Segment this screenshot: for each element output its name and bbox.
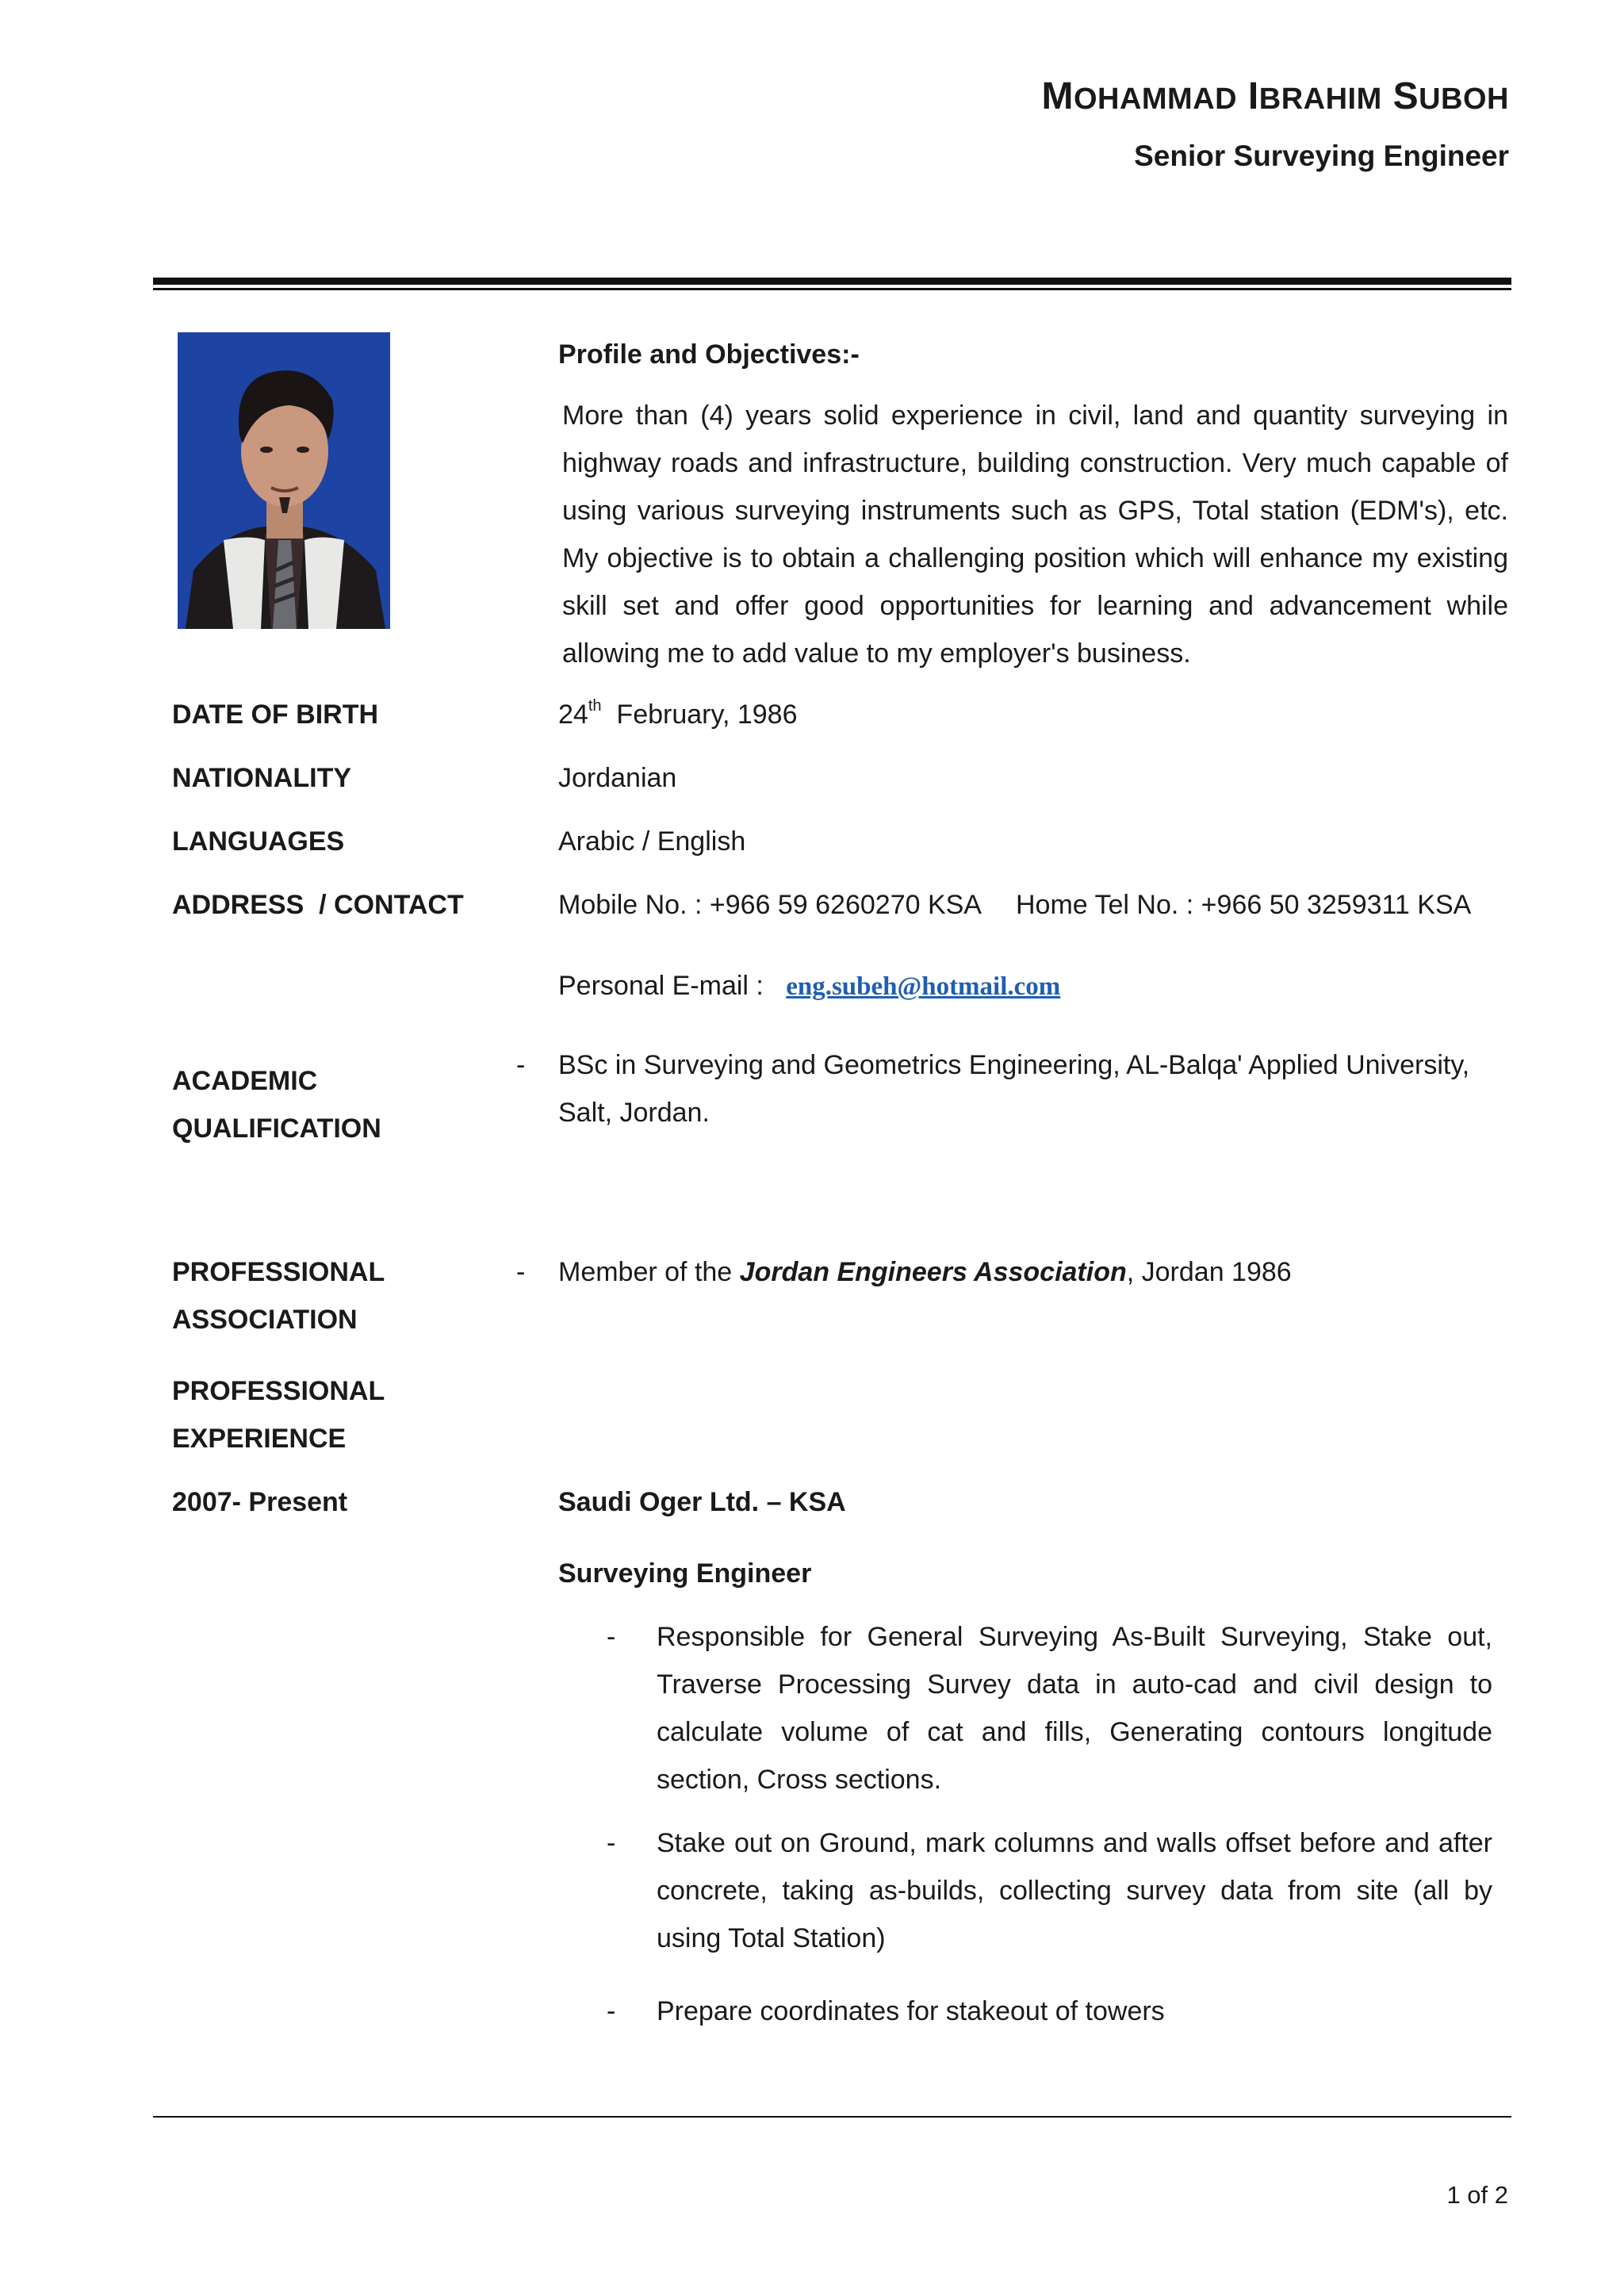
experience-label-line1: PROFESSIONAL bbox=[172, 1376, 385, 1406]
academic-label-line1: ACADEMIC bbox=[172, 1066, 318, 1096]
experience-bullet-dash: - bbox=[607, 1996, 616, 2026]
candidate-name bbox=[1041, 75, 1509, 118]
experience-bullet-dash: - bbox=[607, 1622, 616, 1652]
header-divider-thin bbox=[153, 288, 1511, 290]
address-label: ADDRESS / CONTACT bbox=[172, 890, 464, 920]
association-label-line1: PROFESSIONAL bbox=[172, 1257, 385, 1287]
header-divider-thick bbox=[153, 278, 1511, 285]
experience-role: Surveying Engineer bbox=[558, 1558, 812, 1589]
academic-bullet: - bbox=[516, 1050, 526, 1080]
dob-day: 24 bbox=[558, 700, 588, 730]
name-initial: M bbox=[1041, 75, 1074, 117]
name-part: OHAMMAD bbox=[1073, 82, 1238, 116]
association-label-line2: ASSOCIATION bbox=[172, 1305, 358, 1335]
profile-heading: Profile and Objectives:- bbox=[558, 339, 860, 370]
dob-label: DATE OF BIRTH bbox=[172, 700, 379, 730]
email-label: Personal E-mail : bbox=[558, 971, 764, 1001]
association-prefix: Member of the bbox=[558, 1257, 740, 1287]
mobile-value: Mobile No. : +966 59 6260270 KSA bbox=[558, 890, 982, 920]
page-number: 1 of 2 bbox=[1446, 2181, 1508, 2209]
nationality-label: NATIONALITY bbox=[172, 763, 352, 793]
footer-divider bbox=[153, 2116, 1511, 2118]
email-row bbox=[558, 962, 1060, 1010]
dob-rest: February, 1986 bbox=[616, 700, 798, 730]
experience-label-line2: EXPERIENCE bbox=[172, 1424, 347, 1454]
home-tel-value: Home Tel No. : +966 50 3259311 KSA bbox=[1016, 890, 1472, 920]
experience-bullet: Responsible for General Surveying As-Built Surveying, Stake out, Traverse Processing Survey data in auto-cad and civil design to calculate volume of cat and fills, Generating contours longitude section, Cross sections. bbox=[657, 1622, 1492, 1795]
languages-value: Arabic / English bbox=[558, 826, 746, 857]
email-link[interactable]: eng.subeh@hotmail.com bbox=[786, 972, 1061, 1001]
job-title: Senior Surveying Engineer bbox=[1134, 140, 1509, 172]
languages-label: LANGUAGES bbox=[172, 826, 345, 857]
association-bullet: - bbox=[516, 1257, 526, 1287]
experience-period: 2007- Present bbox=[172, 1487, 348, 1517]
academic-label-line2: QUALIFICATION bbox=[172, 1114, 381, 1144]
name-part: UBOH bbox=[1419, 82, 1509, 116]
profile-photo bbox=[178, 332, 390, 629]
name-initial: I bbox=[1247, 75, 1259, 117]
academic-text: BSc in Surveying and Geometrics Engineering, AL-Balqa' Applied University, Salt, Jordan. bbox=[558, 1050, 1470, 1128]
nationality-value: Jordanian bbox=[558, 763, 677, 793]
name-initial: S bbox=[1392, 75, 1419, 117]
experience-company: Saudi Oger Ltd. – KSA bbox=[558, 1487, 846, 1517]
experience-bullet: Prepare coordinates for stakeout of towers bbox=[657, 1996, 1165, 2026]
dob-suffix: th bbox=[588, 697, 602, 715]
name-part: BRAHIM bbox=[1258, 82, 1382, 116]
experience-bullet-dash: - bbox=[607, 1828, 616, 1858]
experience-bullet: Stake out on Ground, mark columns and walls offset before and after concrete, taking as-builds, collecting survey data from site (all by using Total Station) bbox=[657, 1828, 1492, 1953]
dob-value bbox=[558, 691, 797, 738]
association-text bbox=[558, 1248, 1292, 1296]
profile-text: More than (4) years solid experience in civil, land and quantity surveying in highway roads and infrastructure, building construction. Very much capable of using various surveying instruments such as GPS, Total station (EDM's), etc. My objective is to obtain a challenging position which will enhance my existing skill set and offer good opportunities for learning and advancement while allowing me to add value to my employer's business. bbox=[562, 401, 1508, 669]
association-suffix: , Jordan 1986 bbox=[1126, 1257, 1292, 1287]
association-org: Jordan Engineers Association bbox=[739, 1257, 1127, 1287]
